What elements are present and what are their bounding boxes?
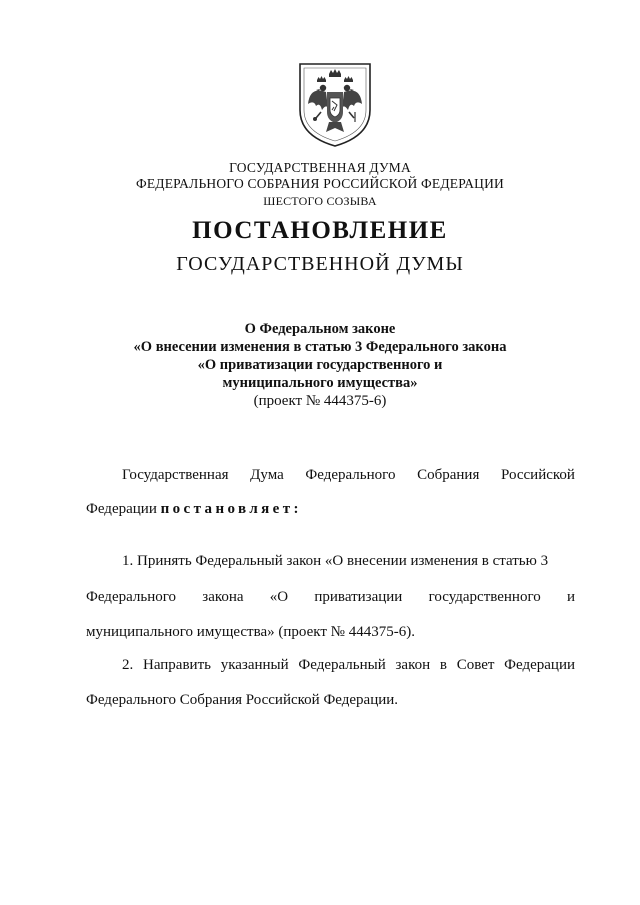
subject-line-1: О Федеральном законе (244, 321, 396, 337)
word: закон (395, 657, 431, 673)
item-2-line-2: Федерального Собрания Российской Федерации. (86, 692, 399, 708)
word: и (566, 589, 575, 605)
item-1-line-1: 1. Принять Федеральный закон «О внесении изменения в статью 3 (122, 553, 549, 569)
document-subtitle: ГОСУДАРСТВЕННОЙ ДУМЫ (176, 253, 464, 275)
intro-line-2 (86, 500, 302, 518)
item-1-line-2 (86, 588, 575, 606)
item-2-line-1 (122, 656, 575, 674)
word: Направить (142, 657, 211, 673)
word: Федерального (305, 467, 396, 483)
word: указанный (220, 657, 289, 673)
word: Федерального (86, 589, 177, 605)
russian-coat-of-arms-icon (296, 60, 374, 148)
project-number: (проект № 444375-6) (253, 393, 387, 409)
item-1-line-3: муниципального имущества» (проект № 444375-6). (86, 624, 415, 640)
word: Дума (250, 467, 284, 483)
org-line-1: ГОСУДАРСТВЕННАЯ ДУМА (229, 160, 411, 175)
word: Российской (501, 467, 575, 483)
word: закона (202, 589, 244, 605)
word: Собрания (417, 467, 480, 483)
word: Совет (456, 657, 495, 673)
org-line-2: ФЕДЕРАЛЬНОГО СОБРАНИЯ РОССИЙСКОЙ ФЕДЕРАЦИИ (136, 176, 504, 191)
document-title: ПОСТАНОВЛЕНИЕ (192, 217, 448, 244)
word: приватизации (314, 589, 403, 605)
subject-line-4: муниципального имущества» (222, 375, 418, 391)
intro-line-2-start: Федерации (86, 501, 157, 517)
subject-line-3: «О приватизации государственного и (197, 357, 443, 373)
subject-line-2: «О внесении изменения в статью 3 Федерального закона (133, 339, 507, 355)
intro-line-1 (122, 466, 575, 484)
resolves-word: постановляет: (160, 501, 302, 517)
word: Федерации (504, 657, 575, 673)
org-line-3: ШЕСТОГО СОЗЫВА (263, 194, 377, 208)
word: Государственная (122, 467, 229, 483)
word: государственного (428, 589, 541, 605)
word: 2. (122, 657, 134, 673)
word: Федеральный (298, 657, 386, 673)
word: в (439, 657, 447, 673)
word: «О (269, 589, 289, 605)
